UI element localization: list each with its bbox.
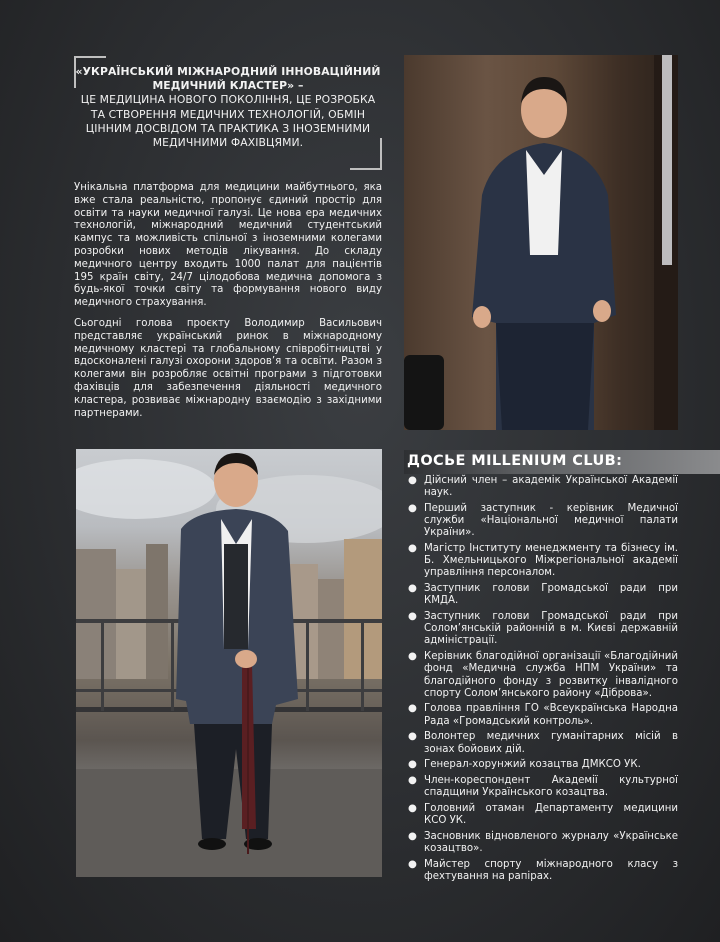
dossier-title: ДОСЬЕ MILLENIUM CLUB: [407,453,623,469]
list-item: ● Генерал-хорунжий козацтва ДМКСО УК. [408,759,641,771]
list-item: ● Заступник голови Громадської ради при Солом’янській районній в м. Києві державній адміністрації. [408,611,678,647]
quote-text [74,65,382,150]
portrait-photo-terrace-illustration [76,449,382,877]
quote-block [74,56,382,170]
quote-lead: «УКРАЇНСЬКИЙ МІЖНАРОДНИЙ ІННОВАЦІЙНИЙ МЕДИЧНИЙ КЛАСТЕР» – [75,65,381,93]
portrait-photo-office-illustration [404,55,678,430]
list-item: ● Волонтер медичних гуманітарних місій в зонах бойових дій. [408,731,678,755]
portrait-photo-terrace [76,449,382,877]
list-item: ● Головний отаман Департаменту медицини КСО УК. [408,802,678,827]
intro-paragraph-1: Унікальна платформа для медицини майбутнього, яка вже стала реальністю, пропонує єдиний простір для освіти та науки медичної галузі. Це нова ера медичних технологій, міжнародний медичний студентський кампус та можливість спільної з іноземними колегами розробки нових методів лікування. До складу медичного центру входить 1000 палат для пацієнтів 195 країн світу, 24/7 цілодобова медична допомога з будь-якої точки світу та формування нового виду медичного страхування. [74,182,382,309]
list-item: ● Голова правління ГО «Всеукраїнська Народна Рада «Громадський контроль». [408,703,678,727]
bullet-icon: ● [408,543,417,555]
bullet-icon: ● [408,802,417,814]
intro-text [74,182,382,428]
bullet-icon: ● [408,830,417,842]
list-item: ● Майстер спорту міжнародного класу з фехтування на рапірах. [408,858,678,882]
bullet-icon: ● [408,583,417,595]
list-item: ● Магістр Інституту менеджменту та бізнесу ім. Б. Хмельницького Міжрегіональної академії управління персоналом. [408,543,678,579]
bullet-icon: ● [408,703,417,715]
list-item: ● Перший заступник - керівник Медичної служби «Національної медичної палати України». [408,502,678,539]
bullet-icon: ● [408,774,417,786]
list-item: ● Заступник голови Громадської ради при КМДА. [408,583,678,607]
list-item: ● Дійсний член – академік Української Академії наук. [408,475,678,499]
list-item: ● Засновник відновленого журналу «Українське козацтво». [408,830,678,854]
bullet-icon: ● [408,611,417,623]
bullet-icon: ● [408,731,417,743]
dossier-list [406,475,678,887]
portrait-photo-office [404,55,678,430]
bullet-icon: ● [408,651,417,663]
dossier-heading-bar [404,450,720,474]
bullet-icon: ● [408,858,417,870]
list-item: ● Керівник благодійної організації «Благодійний фонд «Медична служба НПМ України» та благодійного фонду з розвитку інвалідного спорту Солом’янського району «Діброва». [408,651,678,699]
bullet-icon: ● [408,475,417,486]
intro-paragraph-2: Сьогодні голова проєкту Володимир Васильович представляє український ринок в міжнародному медичному кластері та глобальному співробітництві у вдосконалені галузі охорони здоров’я та освіти. Разом з колегами він розробляє освітні програми з підготовки фахівців для забезпечення діяльності медичного кластера, розвиває міжнародну взаємодію з західними партнерами. [74,317,382,419]
list-item: ● Член-кореспондент Академії культурної спадщини Українського козацтва. [408,774,678,799]
bullet-icon: ● [408,759,417,771]
bullet-icon: ● [408,502,417,514]
quote-body: ЦЕ МЕДИЦИНА НОВОГО ПОКОЛІННЯ, ЦЕ РОЗРОБКА ТА СТВОРЕННЯ МЕДИЧНИХ ТЕХНОЛОГІЙ, ОБМІН ЦІННИМ ДОСВІДОМ ТА ПРАКТИКА З ІНОЗЕМНИМИ МЕДИЧНИМИ ФАХІВЦЯМИ. [80,93,376,150]
